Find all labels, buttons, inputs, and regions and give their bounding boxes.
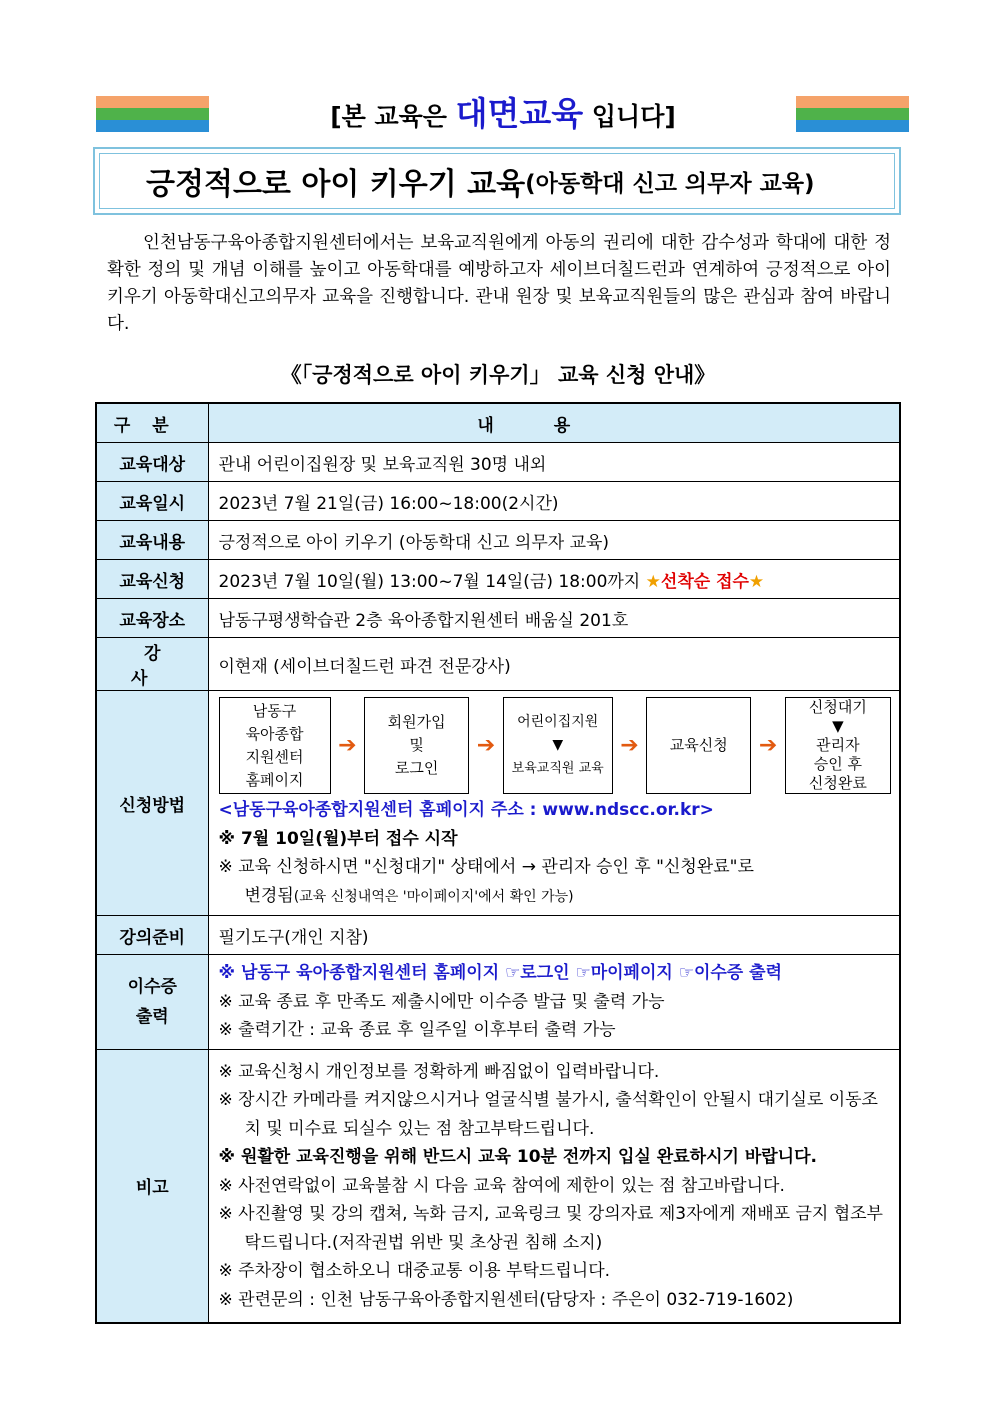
method-note-status: ※ 교육 신청하시면 "신청대기" 상태에서 → 관리자 승인 후 "신청완료"로: [218, 857, 754, 877]
remark-item: ※ 사진촬영 및 강의 캡쳐, 녹화 금지, 교육링크 및 강의자료 제3자에게 재배포 금지 협조부탁드립니다.(저작권법 위반 및 초상권 침해 소지): [218, 1204, 883, 1253]
remark-item: ※ 관련문의 : 인천 남동구육아종합지원센터(담당자 : 주은이 032-719-1602): [218, 1289, 794, 1310]
application-flow: [219, 697, 892, 794]
method-cell: [208, 691, 900, 916]
table-row: [96, 560, 900, 599]
star-icon: ★: [645, 571, 661, 592]
homepage-url: <남동구육아종합지원센터 홈페이지 주소 : www.ndscc.or.kr>: [218, 800, 714, 820]
lecturer-label: 강사: [96, 638, 208, 691]
info-table: [95, 402, 901, 1324]
remark-item: ※ 원활한 교육진행을 위해 반드시 교육 10분 전까지 입실 완료하시기 바랍니다.: [218, 1147, 817, 1167]
page-title: 긍정적으로 아이 키우기 교육: [146, 167, 526, 202]
star-icon: ★: [748, 571, 765, 592]
table-row: [96, 955, 900, 1050]
table-row: [96, 916, 900, 955]
prep-label: 강의준비: [96, 916, 208, 955]
remark-cell: [208, 1049, 900, 1323]
table-row: [96, 443, 900, 482]
remark-item: ※ 장시간 카메라를 켜지않으시거나 얼굴식별 불가시, 출석확인이 안될시 대기실로 이동조치 및 미수료 되실수 있는 점 참고부탁드립니다.: [218, 1090, 878, 1139]
cert-line-condition: ※ 교육 종료 후 만족도 제출시에만 이수증 발급 및 출력 가능: [218, 991, 665, 1012]
notice-highlight: 대면교육: [455, 94, 584, 133]
target-value: 관내 어린이집원장 및 보육교직원 30명 내외: [208, 443, 900, 482]
format-notice: [210, 92, 796, 139]
table-row: [96, 599, 900, 638]
step-menu-path: 어린이집지원 ▼ 보육교직원 교육: [503, 697, 613, 794]
lecturer-value: 이현재 (세이브더칠드런 파견 전문강사): [208, 638, 900, 691]
notice-suffix: 입니다]: [591, 102, 676, 131]
table-row: [96, 1049, 900, 1323]
date-label: 교육일시: [96, 482, 208, 521]
cert-label: 이수증 출력: [96, 955, 208, 1050]
arrow-right-icon: ➔: [338, 733, 357, 758]
decorative-stripe-right: [796, 96, 909, 132]
table-row: [96, 521, 900, 560]
document-title-box: [93, 147, 901, 215]
method-note-status-cont: 변경됨(교육 신청내역은 '마이페이지'에서 확인 가능): [244, 885, 574, 906]
target-label: 교육대상: [96, 443, 208, 482]
remark-item: ※ 교육신청시 개인정보를 정확하게 빠짐없이 입력바랍니다.: [218, 1061, 660, 1082]
header-label: 구분: [96, 403, 208, 443]
arrow-right-icon: ➔: [620, 733, 639, 758]
step-homepage: 남동구 육아종합 지원센터 홈페이지: [219, 697, 331, 794]
apply-label: 교육신청: [96, 560, 208, 599]
prep-value: 필기도구(개인 지참): [208, 916, 900, 955]
table-header-row: [96, 403, 900, 443]
apply-cell: [208, 560, 900, 599]
table-row: [96, 638, 900, 691]
header-content: 내용: [208, 403, 900, 443]
content-label: 교육내용: [96, 521, 208, 560]
date-value: 2023년 7월 21일(금) 16:00~18:00(2시간): [208, 482, 900, 521]
method-label: 신청방법: [96, 691, 208, 916]
notice-prefix: [본 교육은: [330, 102, 447, 131]
remark-item: ※ 주차장이 협소하오니 대중교통 이용 부탁드립니다.: [218, 1261, 611, 1281]
place-value: 남동구평생학습관 2층 육아종합지원센터 배움실 201호: [208, 599, 900, 638]
cert-line-path: ※ 남동구 육아종합지원센터 홈페이지 ☞로그인 ☞마이페이지 ☞이수증 출력: [218, 963, 782, 983]
section-title: 《「긍정적으로 아이 키우기」 교육 신청 안내》: [280, 363, 716, 387]
intro-paragraph: 인천남동구육아종합지원센터에서는 보육교직원에게 아동의 권리에 대한 감수성과 학대에 대한 정확한 정의 및 개념 이해를 높이고 아동학대를 예방하고자 세이브더칠드런과 연계하여 긍정적으로 아이 키우기 아동학대신고의무자 교육을 진행합니다. 관내 원장 및 보육교직원들의 많은 관심과 참여 바랍니다.: [107, 233, 891, 334]
cert-line-period: ※ 출력기간 : 교육 종료 후 일주일 이후부터 출력 가능: [218, 1020, 616, 1040]
table-row: [96, 482, 900, 521]
step-signup-login: 회원가입 및 로그인: [364, 697, 469, 794]
cert-cell: [208, 955, 900, 1050]
content-value: 긍정적으로 아이 키우기 (아동학대 신고 의무자 교육): [208, 521, 900, 560]
method-note-start: ※ 7월 10일(월)부터 접수 시작: [218, 828, 458, 849]
place-label: 교육장소: [96, 599, 208, 638]
step-pending-complete: 신청대기 ▼ 관리자 승인 후 신청완료: [785, 697, 891, 794]
arrow-right-icon: ➔: [476, 733, 496, 758]
arrow-right-icon: ➔: [758, 733, 778, 758]
remark-label: 비고: [96, 1049, 208, 1323]
step-apply: 교육신청: [646, 697, 751, 794]
table-row: [96, 691, 900, 916]
apply-highlight: 선착순 접수: [660, 571, 749, 592]
remark-item: ※ 사전연락없이 교육불참 시 다음 교육 참여에 제한이 있는 점 참고바랍니다.: [218, 1175, 785, 1196]
page-subtitle: (아동학대 신고 의무자 교육): [525, 170, 815, 197]
apply-value: 2023년 7월 10일(월) 13:00~7월 14일(금) 18:00까지: [218, 571, 641, 592]
decorative-stripe-left: [96, 96, 209, 132]
